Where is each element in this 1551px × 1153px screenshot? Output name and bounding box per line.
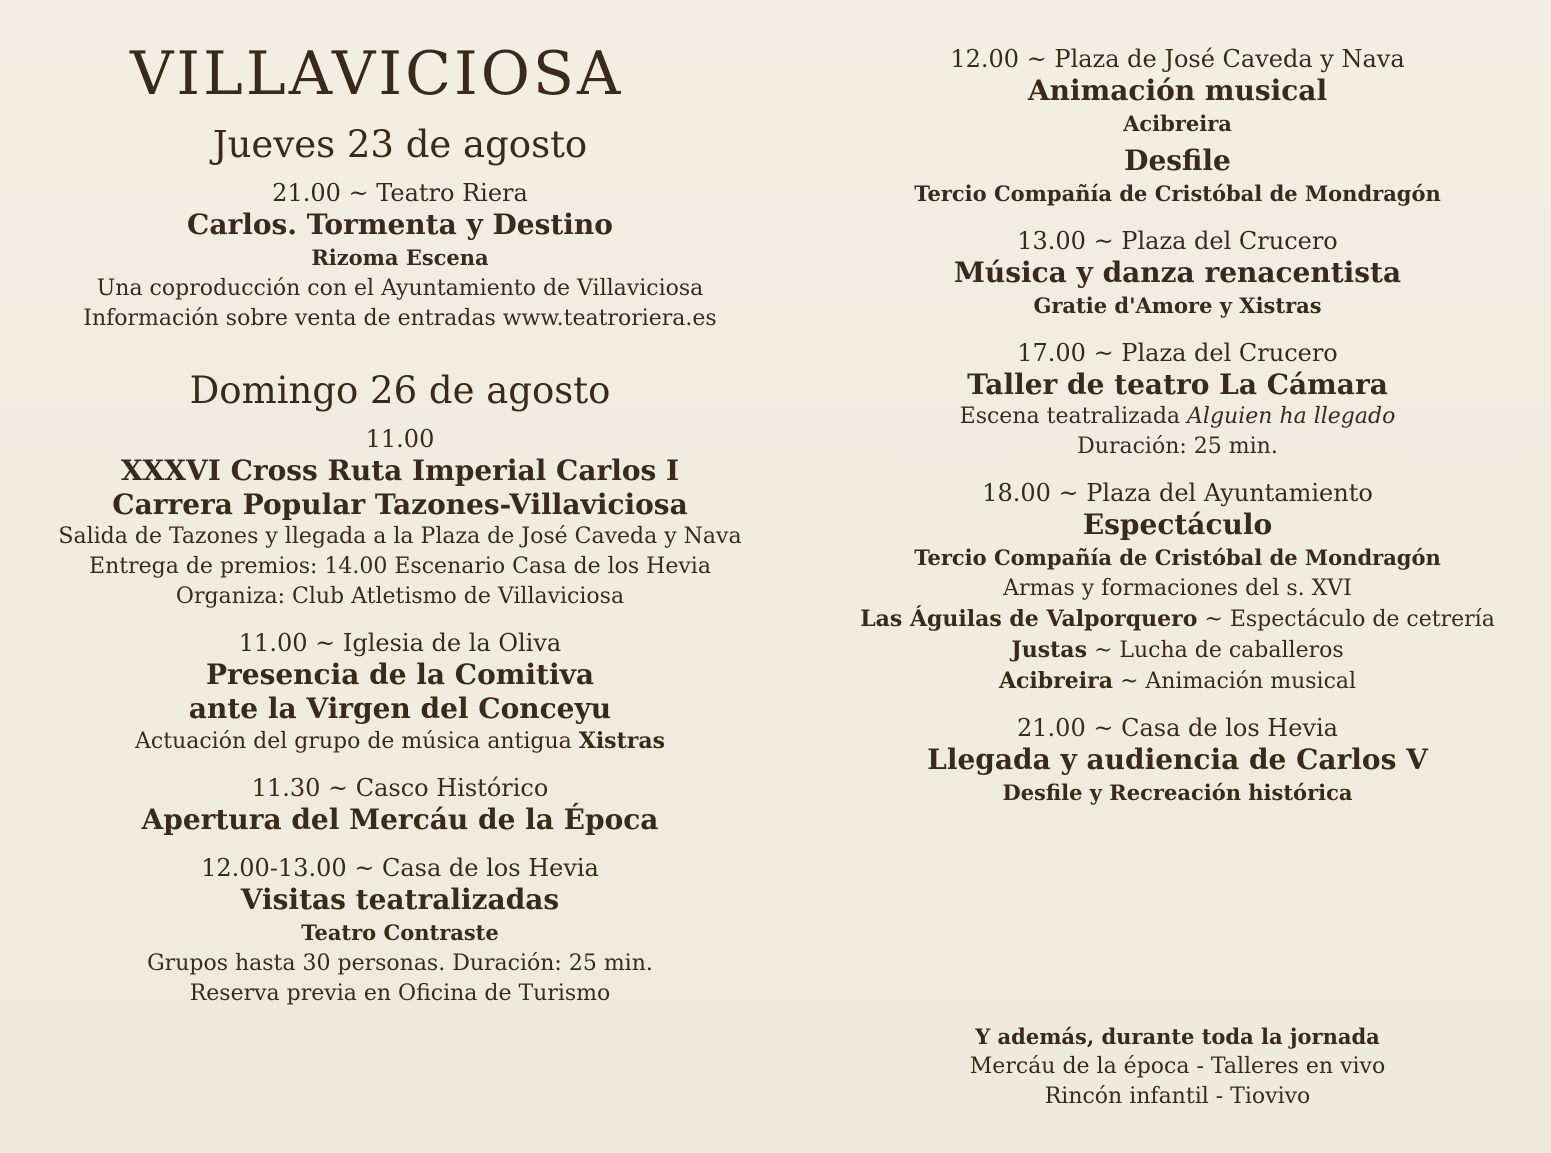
event-name: Taller de teatro La Cámara <box>967 368 1388 401</box>
event-note <box>30 726 770 757</box>
event-time: 11.30 ~ Casco Histórico <box>251 774 549 802</box>
day-heading-sunday: Domingo 26 de agosto <box>189 369 611 412</box>
event-note: Una coproducción con el Ayuntamiento de Villaviciosa <box>96 276 704 301</box>
note-text: Escena teatralizada <box>959 404 1181 429</box>
extra-line: Rincón infantil - Tiovivo <box>1044 1084 1311 1109</box>
event-name: Carlos. Tormenta y Destino <box>187 208 613 241</box>
event-performer: Acibreira <box>1123 111 1232 136</box>
event-note: Información sobre venta de entradas www.teatroriera.es <box>83 306 717 331</box>
note-bold-text: Las Águilas de Valporquero <box>860 606 1198 632</box>
left-column <box>30 36 770 1025</box>
event-note <box>805 402 1550 432</box>
event-llegada-carlos <box>805 713 1550 809</box>
event-name: Visitas teatralizadas <box>240 883 560 916</box>
event-performer: Rizoma Escena <box>311 245 489 270</box>
event-name: Espectáculo <box>1082 508 1273 541</box>
event-time: 18.00 ~ Plaza del Ayuntamiento <box>982 479 1373 507</box>
event-name: XXXVI Cross Ruta Imperial Carlos I <box>120 454 680 487</box>
event-espectaculo <box>805 478 1550 697</box>
extra-line: Mercáu de la época - Talleres en vivo <box>969 1054 1386 1079</box>
event-time: 11.00 ~ Iglesia de la Oliva <box>238 629 562 657</box>
event-mercau <box>30 773 770 837</box>
event-time: 21.00 ~ Teatro Riera <box>272 179 528 207</box>
note-text: Actuación del grupo de música antigua <box>135 729 572 754</box>
extra-heading: Y además, durante toda la jornada <box>975 1024 1380 1049</box>
event-time: 12.00-13.00 ~ Casa de los Hevia <box>201 854 599 882</box>
event-time: 17.00 ~ Plaza del Crucero <box>1017 339 1338 367</box>
day-heading-thursday: Jueves 23 de agosto <box>212 123 588 166</box>
event-name: Apertura del Mercáu de la Época <box>141 803 659 836</box>
event-performer: Tercio Compañía de Cristóbal de Mondragón <box>914 545 1441 570</box>
event-visitas <box>30 853 770 1009</box>
event-name: Desfile <box>1124 144 1231 177</box>
event-note: Entrega de premios: 14.00 Escenario Casa de los Hevia <box>89 554 711 579</box>
event-time: 12.00 ~ Plaza de José Caveda y Nava <box>950 45 1405 73</box>
right-column <box>805 44 1550 825</box>
event-time: 21.00 ~ Casa de los Hevia <box>1017 714 1338 742</box>
event-time: 11.00 <box>365 425 435 453</box>
event-time: 13.00 ~ Plaza del Crucero <box>1017 227 1338 255</box>
event-name: Llegada y audiencia de Carlos V <box>927 743 1428 776</box>
note-text: ~ Espectáculo de cetrería <box>1204 607 1495 632</box>
event-name: ante la Virgen del Conceyu <box>188 692 612 725</box>
event-performer: Tercio Compañía de Cristóbal de Mondragón <box>914 181 1441 206</box>
event-cross <box>30 424 770 612</box>
event-note: Grupos hasta 30 personas. Duración: 25 min. <box>147 951 653 976</box>
note-italic-text: Alguien ha llegado <box>1187 404 1396 429</box>
event-carlos-tormenta <box>30 178 770 334</box>
event-note: Reserva previa en Oficina de Turismo <box>189 981 611 1006</box>
event-animacion-desfile <box>805 44 1550 210</box>
event-name: Presencia de la Comitiva <box>205 658 594 691</box>
event-comitiva <box>30 628 770 757</box>
note-text: ~ Animación musical <box>1119 669 1357 694</box>
note-text: ~ Lucha de caballeros <box>1093 638 1344 663</box>
event-note: Organiza: Club Atletismo de Villaviciosa <box>175 584 625 609</box>
event-note: Salida de Tazones y llegada a la Plaza de José Caveda y Nava <box>58 524 742 549</box>
event-note <box>805 604 1550 635</box>
page-title: VILLAVICIOSA <box>130 39 624 109</box>
note-bold-text: Acibreira <box>998 668 1113 694</box>
extra-info <box>805 1022 1550 1112</box>
event-note: Armas y formaciones del s. XVI <box>1003 576 1352 601</box>
event-name: Carrera Popular Tazones-Villaviciosa <box>112 488 688 521</box>
event-performer: Desfile y Recreación histórica <box>1002 780 1353 805</box>
event-musica-danza <box>805 226 1550 322</box>
event-performer: Gratie d'Amore y Xistras <box>1033 293 1322 318</box>
event-note <box>805 635 1550 666</box>
event-note: Duración: 25 min. <box>1077 434 1278 459</box>
event-performer: Teatro Contraste <box>301 920 499 945</box>
event-name: Música y danza renacentista <box>953 256 1402 289</box>
note-bold-text: Justas <box>1011 637 1087 663</box>
event-taller-teatro <box>805 338 1550 462</box>
event-name: Animación musical <box>1027 74 1328 107</box>
note-bold-text: Xistras <box>578 728 665 754</box>
event-note <box>805 666 1550 697</box>
